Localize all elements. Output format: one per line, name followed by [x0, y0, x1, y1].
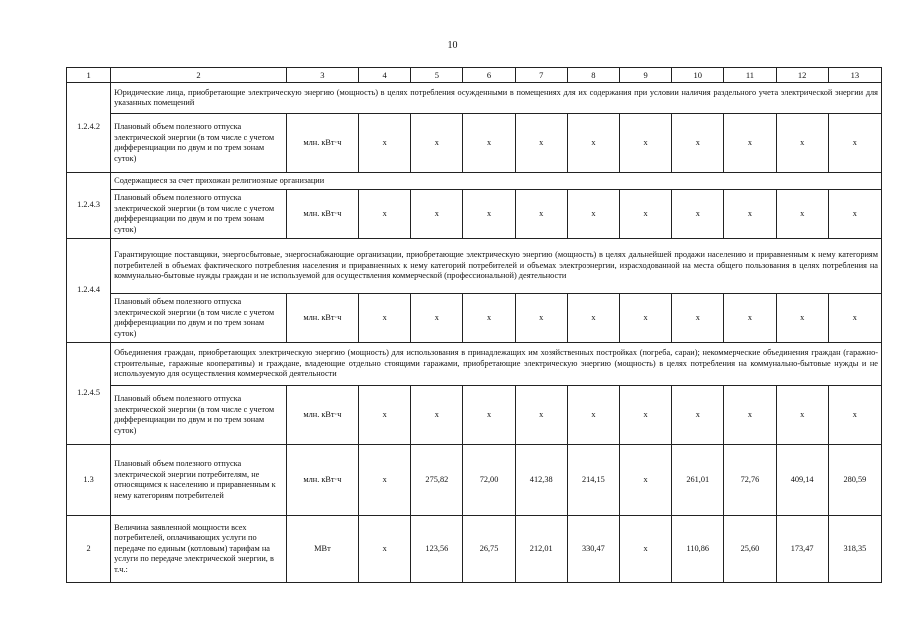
value-cell: х: [620, 386, 672, 445]
value-cell: 214,15: [567, 445, 619, 516]
value-cell: х: [724, 386, 776, 445]
value-cell: 261,01: [672, 445, 724, 516]
value-cell: х: [620, 114, 672, 173]
value-cell: х: [515, 294, 567, 343]
value-cell: 412,38: [515, 445, 567, 516]
row-description: Плановый объем полезного отпуска электрической энергии (в том числе с учетом дифференциации по двум и по трем зонам суток): [111, 114, 287, 173]
value-cell: х: [620, 445, 672, 516]
data-row: [67, 294, 882, 343]
value-cell: х: [411, 114, 463, 173]
row-description: Плановый объем полезного отпуска электрической энергии (в том числе с учетом дифференциации по двум и по трем зонам суток): [111, 190, 287, 239]
value-cell: х: [828, 114, 881, 173]
value-cell: х: [515, 386, 567, 445]
section-title: Гарантирующие поставщики, энергосбытовые, энергоснабжающие организации, приобретающие электрическую энергию (мощность) в целях дальнейшей продажи населению и приравненным к нему категориям потребителей в объемах фактического потребления населения и приравненных к нему категорий потребителей и объемах электроэнергии, израсходованной на места общего пользования в целях потребления на коммунально-бытовые нужды граждан и не используемой для осуществления коммерческой (профессиональной) деятельности: [111, 239, 882, 294]
value-cell: х: [463, 190, 515, 239]
header-cell: 9: [620, 68, 672, 83]
header-cell: 11: [724, 68, 776, 83]
value-cell: х: [672, 294, 724, 343]
row-description: Величина заявленной мощности всех потребителей, оплачивающих услуги по передаче по единым (котловым) тарифам на услуги по передаче электрической энергии, в т.ч.:: [111, 516, 287, 583]
section-title: Содержащиеся за счет прихожан религиозные организации: [111, 173, 882, 190]
value-cell: х: [672, 114, 724, 173]
row-number: 1.2.4.2: [67, 83, 111, 173]
section-title-row: [67, 239, 882, 294]
value-cell: х: [359, 190, 411, 239]
row-number: 1.2.4.5: [67, 343, 111, 445]
value-cell: 330,47: [567, 516, 619, 583]
value-cell: х: [463, 386, 515, 445]
value-cell: х: [620, 516, 672, 583]
value-cell: х: [359, 445, 411, 516]
value-cell: х: [567, 386, 619, 445]
value-cell: 110,86: [672, 516, 724, 583]
row-number: 2: [67, 516, 111, 583]
tariff-table: [66, 67, 882, 583]
value-cell: х: [463, 294, 515, 343]
unit-cell: млн. кВт·ч: [286, 114, 358, 173]
value-cell: 123,56: [411, 516, 463, 583]
value-cell: 72,76: [724, 445, 776, 516]
row-description: Плановый объем полезного отпуска электрической энергии потребителям, не относящимся к населению и приравненным к нему категориям потребителей: [111, 445, 287, 516]
value-cell: х: [724, 294, 776, 343]
value-cell: 212,01: [515, 516, 567, 583]
value-cell: х: [672, 190, 724, 239]
header-cell: 12: [776, 68, 828, 83]
value-cell: х: [672, 386, 724, 445]
value-cell: х: [411, 386, 463, 445]
section-title-row: [67, 173, 882, 190]
value-cell: х: [828, 190, 881, 239]
value-cell: х: [724, 190, 776, 239]
data-row: [67, 386, 882, 445]
value-cell: х: [776, 190, 828, 239]
value-cell: 26,75: [463, 516, 515, 583]
header-cell: 6: [463, 68, 515, 83]
value-cell: 72,00: [463, 445, 515, 516]
unit-cell: млн. кВт·ч: [286, 386, 358, 445]
data-row: [67, 445, 882, 516]
value-cell: х: [776, 386, 828, 445]
value-cell: х: [359, 516, 411, 583]
value-cell: х: [411, 190, 463, 239]
value-cell: х: [776, 294, 828, 343]
section-title-row: [67, 343, 882, 386]
value-cell: х: [515, 190, 567, 239]
value-cell: х: [359, 114, 411, 173]
unit-cell: МВт: [286, 516, 358, 583]
value-cell: х: [359, 386, 411, 445]
unit-cell: млн. кВт·ч: [286, 190, 358, 239]
value-cell: х: [567, 190, 619, 239]
row-number: 1.3: [67, 445, 111, 516]
value-cell: 409,14: [776, 445, 828, 516]
data-row: [67, 516, 882, 583]
page-number: 10: [447, 40, 458, 51]
header-row: [67, 68, 882, 83]
value-cell: х: [724, 114, 776, 173]
header-cell: 13: [828, 68, 881, 83]
value-cell: х: [567, 294, 619, 343]
header-cell: 10: [672, 68, 724, 83]
header-cell: 1: [67, 68, 111, 83]
header-cell: 3: [286, 68, 358, 83]
value-cell: х: [463, 114, 515, 173]
row-description: Плановый объем полезного отпуска электрической энергии (в том числе с учетом дифференциации по двум и по трем зонам суток): [111, 386, 287, 445]
row-number: 1.2.4.4: [67, 239, 111, 343]
section-title-row: [67, 83, 882, 114]
value-cell: х: [776, 114, 828, 173]
data-row: [67, 190, 882, 239]
value-cell: х: [567, 114, 619, 173]
row-number: 1.2.4.3: [67, 173, 111, 239]
header-cell: 4: [359, 68, 411, 83]
value-cell: 318,35: [828, 516, 881, 583]
section-title: Объединения граждан, приобретающих электрическую энергию (мощность) для использования в принадлежащих им хозяйственных постройках (погреба, сараи); некоммерческие объединения граждан (гаражно-строительные, гаражные кооперативы) и граждане, владеющие отдельно стоящими гаражами, приобретающие электрическую энергию (мощность) в целях потребления на коммунально-бытовые нужды и не используемую для осуществления коммерческой деятельности: [111, 343, 882, 386]
row-description: Плановый объем полезного отпуска электрической энергии (в том числе с учетом дифференциации по двум и по трем зонам суток): [111, 294, 287, 343]
value-cell: х: [620, 294, 672, 343]
value-cell: 275,82: [411, 445, 463, 516]
value-cell: 25,60: [724, 516, 776, 583]
data-row: [67, 114, 882, 173]
header-cell: 8: [567, 68, 619, 83]
value-cell: х: [411, 294, 463, 343]
header-cell: 2: [111, 68, 287, 83]
section-title: Юридические лица, приобретающие электрическую энергию (мощность) в целях потребления осужденными в помещениях для их содержания при условии наличия раздельного учета электрической энергии для указанных помещений: [111, 83, 882, 114]
unit-cell: млн. кВт·ч: [286, 294, 358, 343]
value-cell: 173,47: [776, 516, 828, 583]
value-cell: х: [828, 386, 881, 445]
value-cell: 280,59: [828, 445, 881, 516]
unit-cell: млн. кВт·ч: [286, 445, 358, 516]
header-cell: 7: [515, 68, 567, 83]
value-cell: х: [359, 294, 411, 343]
value-cell: х: [515, 114, 567, 173]
header-cell: 5: [411, 68, 463, 83]
value-cell: х: [828, 294, 881, 343]
value-cell: х: [620, 190, 672, 239]
